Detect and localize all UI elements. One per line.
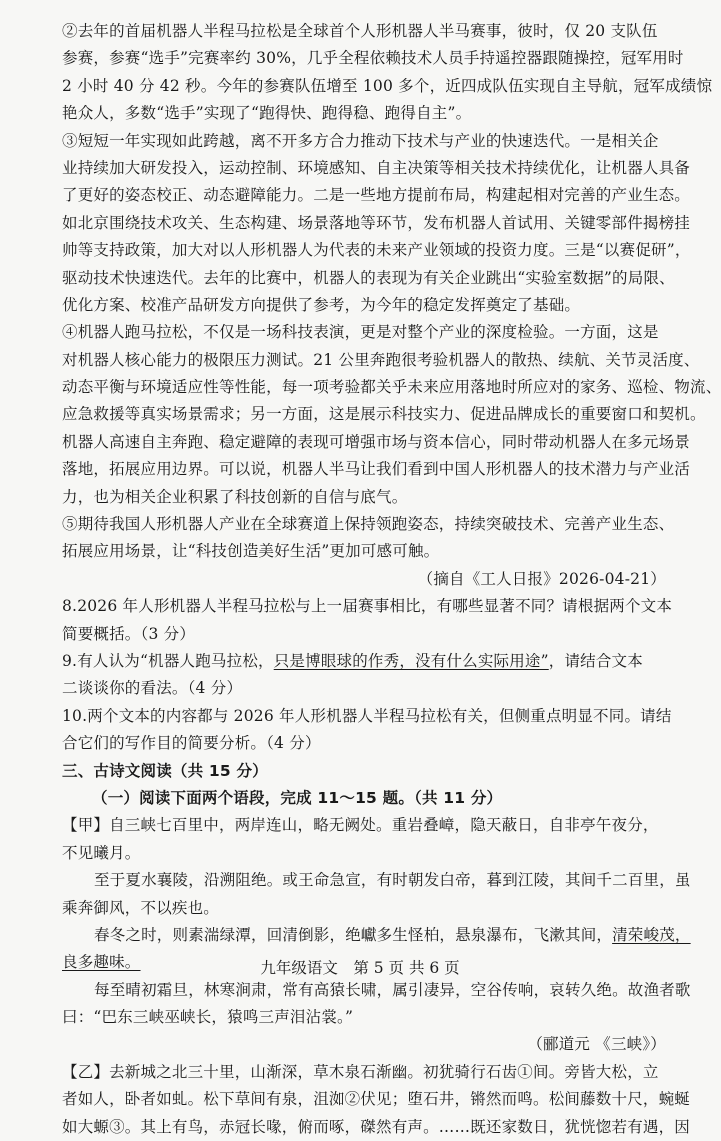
passage-jia-source: （郦道元 《三峡》） bbox=[527, 1035, 666, 1054]
text-line: 对机器人核心能力的极限压力测试。21 公里奔跑很考验机器人的散热、续航、关节灵活度、 bbox=[62, 350, 700, 369]
text-line: 参赛，参赛“选手”完赛率约 30%，几乎全程依赖技术人员手持遥控器跟随操控，冠军用时 bbox=[62, 49, 684, 68]
question-10 bbox=[62, 703, 672, 758]
text-line: ②去年的首届机器人半程马拉松是全球首个人形机器人半马赛事，彼时，仅 20 支队伍 bbox=[62, 22, 658, 40]
question-line: 二谈谈你的看法。（4 分） bbox=[62, 679, 243, 698]
text-line: 艳众人，多数“选手”实现了“跑得快、跑得稳、跑得自主”。 bbox=[62, 104, 472, 123]
question-line: 合它们的写作目的简要分析。（4 分） bbox=[62, 734, 321, 753]
text-line: 优化方案、校准产品研发方向提供了参考，为今年的稳定发挥奠定了基础。 bbox=[62, 295, 581, 314]
question-line bbox=[62, 648, 668, 675]
text2-source: （摘自《工人日报》2026-04-21） bbox=[417, 569, 666, 588]
text-line: ⑤期待我国人形机器人产业在全球赛道上保持领跑姿态，持续突破技术、完善产业生态、 bbox=[62, 515, 675, 534]
passage-text: 春冬之时，则素湍绿潭，回清倒影，绝巘多生怪柏，悬泉瀑布，飞漱其间， bbox=[94, 925, 613, 944]
question-text: 9.有人认为“机器人跑马拉松， bbox=[62, 651, 274, 670]
text-line: 机器人高速自主奔跑、稳定避障的表现可增强市场与资本信心，同时带动机器人在多元场景 bbox=[62, 432, 691, 451]
text2-paragraph-4 bbox=[62, 319, 721, 511]
text-line: 落地，拓展应用边界。可以说，机器人半马让我们看到中国人形机器人的技术潜力与产业活 bbox=[62, 460, 691, 479]
question-8 bbox=[62, 593, 673, 648]
passage-line: 乘奔御风，不以疾也。 bbox=[62, 898, 220, 917]
passage-line: 至于夏水襄陵，沿溯阻绝。或王命急宣，有时朝发白帝，暮到江陵，其间千二百里，虽 bbox=[94, 871, 691, 890]
question-9 bbox=[62, 648, 668, 703]
text2-paragraph-2 bbox=[62, 18, 713, 128]
question-text: ，请结合文本 bbox=[548, 651, 643, 670]
text-line: 动态平衡与环境适应性等性能，每一项考验都关乎未来应用落地时所应对的家务、巡检、物流、 bbox=[62, 378, 721, 397]
passage-line: 曰：“巴东三峡巫峡长，猿鸣三声泪沾裳。” bbox=[62, 1008, 354, 1027]
text-line: 业持续加大研发投入，运动控制、环境感知、自主决策等相关技术持续优化，让机器人具备 bbox=[62, 158, 691, 177]
text-line: 帅等支持政策，加大对以人形机器人为代表的未来产业领域的投资力度。三是“以赛促研”， bbox=[62, 241, 691, 260]
text2-paragraph-5 bbox=[62, 511, 675, 566]
text-line: ④机器人跑马拉松，不仅是一场科技表演，更是对整个产业的深度检验。一方面，这是 bbox=[62, 323, 659, 342]
text-line: 了更好的姿态校正、动态避障能力。二是一些地方提前布局，构建起相对完善的产业生态。 bbox=[62, 186, 691, 205]
section-3-title: 三、古诗文阅读（共 15 分） bbox=[62, 761, 268, 780]
text2-paragraph-3 bbox=[62, 128, 691, 320]
text-line: 驱动技术快速迭代。去年的比赛中，机器人的表现为有关企业跳出“实验室数据”的局限、 bbox=[62, 268, 675, 287]
text-line: 2 小时 40 分 42 秒。今年的参赛队伍增至 100 多个，近四成队伍实现自主导航，冠军成绩惊 bbox=[62, 76, 713, 95]
passage-line: 每至晴初霜旦，林寒涧肃，常有高猿长啸，属引凄异，空谷传响，哀转久绝。故渔者歌 bbox=[94, 980, 691, 999]
question-line: 8.2026 年人形机器人半程马拉松与上一届赛事相比，有哪些显著不同？请根据两个文本 bbox=[62, 597, 673, 616]
underlined-phrase: 清荣峻茂， bbox=[612, 925, 691, 944]
passage-jia bbox=[62, 812, 691, 1059]
passage-line: 如大螈③。其上有鸟，赤冠长喙，俯而啄，磔然有声。……既还家数日，犹恍惚若有遇，因 bbox=[62, 1117, 691, 1136]
text-line: 力，也为相关企业积累了科技创新的自信与底气。 bbox=[62, 487, 408, 506]
passage-line: 不见曦月。 bbox=[62, 843, 141, 862]
passage-line: 【甲】自三峡七百里中，两岸连山，略无阙处。重岩叠嶂，隐天蔽日，自非亭午夜分， bbox=[62, 816, 659, 835]
passage-line: 【乙】去新城之北三十里，山渐深，草木泉石渐幽。初犹骑行石齿①间。旁皆大松，立 bbox=[62, 1062, 659, 1081]
passage-line: 者如人，卧者如虬。松下草间有泉，沮洳②伏见；堕石井，锵然而鸣。松间藤数十尺，蜿蜒 bbox=[62, 1090, 691, 1109]
question-line: 10.两个文本的内容都与 2026 年人形机器人半程马拉松有关，但侧重点明显不同。请结 bbox=[62, 706, 672, 725]
text-line: ③短短一年实现如此跨越，离不开多方合力推动下技术与产业的快速迭代。一是相关企 bbox=[62, 131, 659, 150]
passage-yi bbox=[62, 1059, 691, 1141]
text-line: 如北京围绕技术攻关、生态构建、场景落地等环节，发布机器人首试用、关键零部件揭榜挂 bbox=[62, 213, 691, 232]
passage-line bbox=[62, 922, 691, 949]
page-footer: 九年级语文 第 5 页 共 6 页 bbox=[260, 959, 460, 977]
text-line: 拓展应用场景，让“科技创造美好生活”更加可感可触。 bbox=[62, 542, 440, 561]
subsection-1-title: （一）阅读下面两个语段，完成 11～15 题。（共 11 分） bbox=[92, 788, 503, 807]
text-line: 应急救援等真实场景需求；另一方面，这是展示科技实力、促进品牌成长的重要窗口和契机。 bbox=[62, 405, 706, 424]
underlined-quote: 只是博眼球的作秀，没有什么实际用途” bbox=[273, 651, 549, 670]
underlined-phrase: 良多趣味。 bbox=[62, 953, 141, 972]
question-line: 简要概括。（3 分） bbox=[62, 624, 196, 643]
